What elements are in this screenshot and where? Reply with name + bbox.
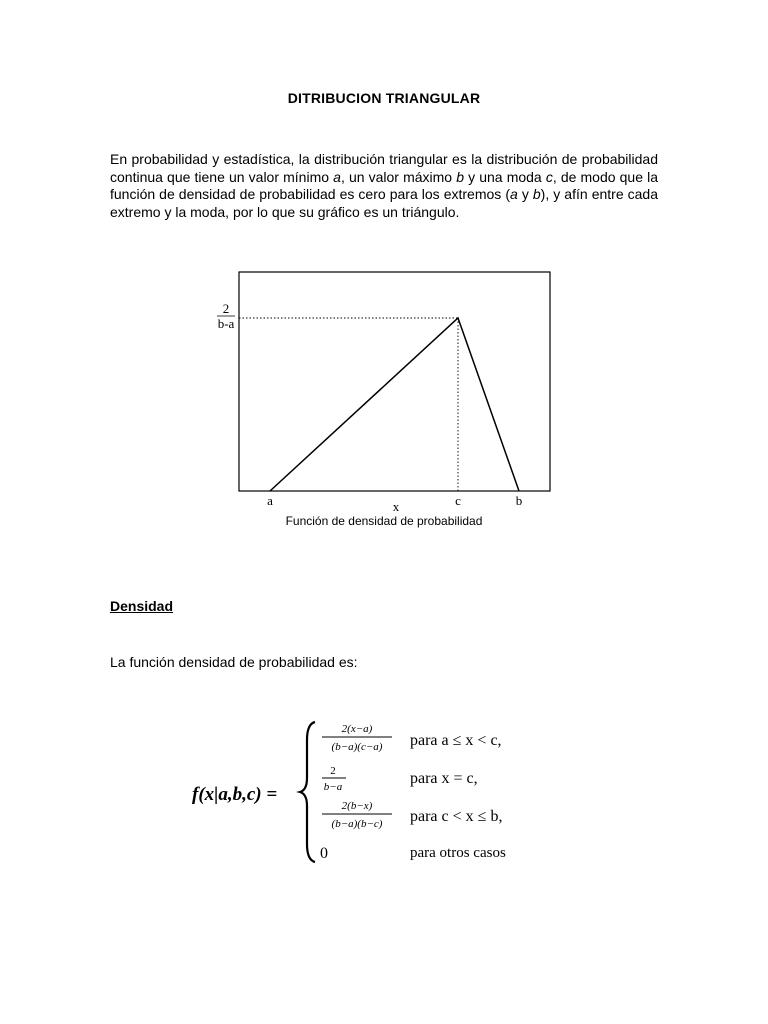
case1-numerator: 2(x−a) (341, 723, 373, 735)
plot-frame (239, 272, 550, 491)
left-brace (300, 722, 315, 862)
case4-value: 0 (320, 845, 328, 862)
intro-text: En probabilidad y estadística, la distribución triangular es la distribución de probabilidad continua que tiene un valor mínimo (110, 151, 658, 185)
document-title: DITRIBUCION TRIANGULAR (287, 90, 481, 106)
intro-text: y (517, 186, 533, 202)
intro-paragraph (110, 151, 658, 221)
case1-condition: para a ≤ x < c, (410, 732, 502, 749)
case2-numerator: 2 (330, 765, 336, 777)
density-line (270, 318, 519, 491)
case3-condition: para c < x ≤ b, (410, 808, 503, 825)
case2-condition: para x = c, (410, 770, 478, 787)
density-formula (180, 712, 580, 872)
y-label-denominator: b-a (217, 316, 235, 331)
density-intro-text: La función densidad de probabilidad es: (110, 654, 358, 670)
intro-text: y una moda (464, 168, 546, 185)
intro-text: ), y afín entre cada extremo y la moda, por lo que su gráfico es un triángulo. (110, 186, 659, 220)
intro-text: , de modo que la función de densidad de probabilidad es cero para los extremos ( (110, 168, 659, 202)
tick-label-c: c (455, 493, 461, 508)
var-c: c (545, 168, 553, 185)
case1-denominator: (b−a)(c−a) (331, 741, 383, 753)
var-a: a (333, 168, 341, 185)
tick-label-a: a (267, 493, 273, 508)
case3-denominator: (b−a)(b−c) (331, 818, 383, 830)
var-a: a (509, 186, 518, 202)
x-axis-label: x (392, 499, 400, 514)
case2-denominator: b−a (323, 781, 343, 793)
var-b: b (532, 186, 541, 202)
var-b: b (456, 168, 464, 185)
triangular-density-chart (195, 260, 565, 550)
section-heading: Densidad (110, 598, 174, 614)
case4-condition: para otros casos (410, 845, 506, 861)
figure-caption: Función de densidad de probabilidad (285, 514, 483, 528)
tick-label-b: b (515, 493, 523, 508)
intro-text: , un valor máximo (340, 168, 457, 185)
y-label-numerator: 2 (222, 301, 230, 316)
case3-numerator: 2(b−x) (341, 800, 373, 812)
formula-lhs: f(x|a,b,c) = (192, 784, 278, 805)
